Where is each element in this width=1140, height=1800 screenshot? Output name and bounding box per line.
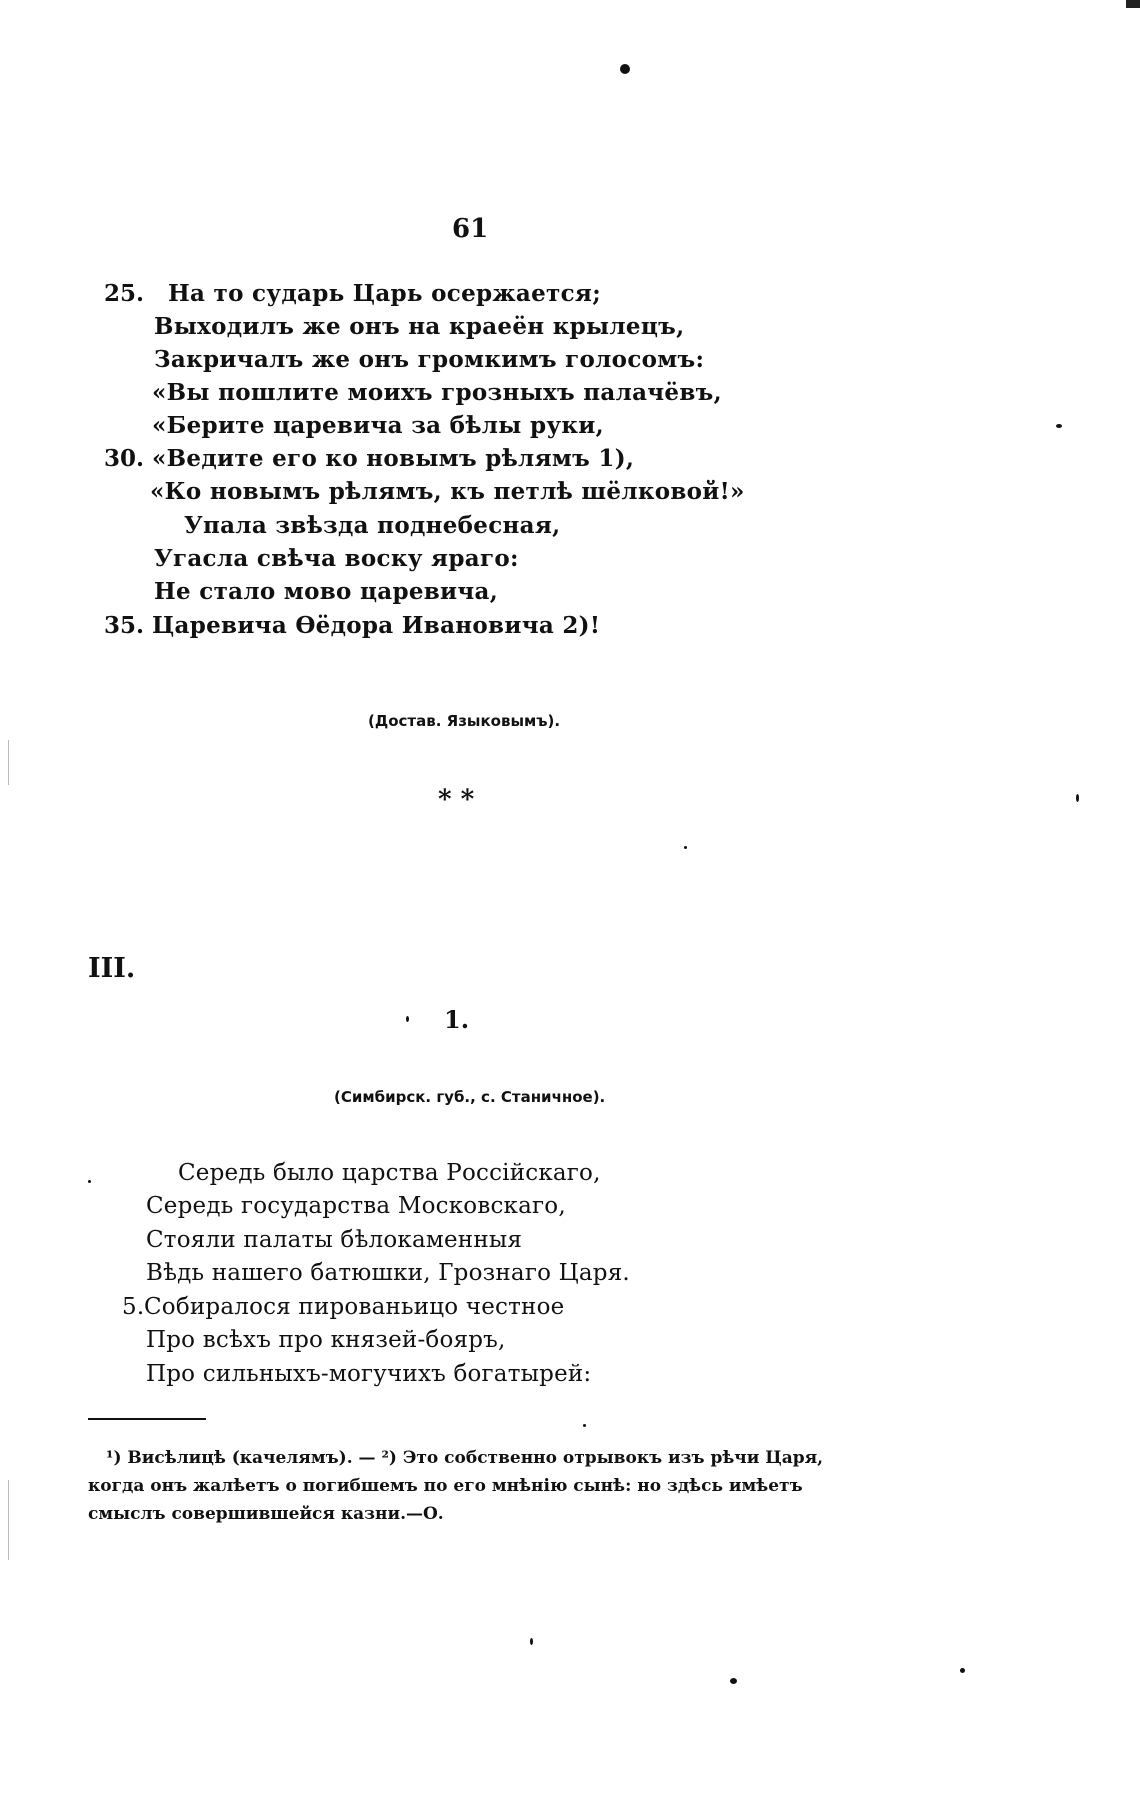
line-number: 30. bbox=[104, 445, 145, 472]
verse-line: «Ко новымъ рѣлямъ, къ петлѣ шёлковой!» bbox=[150, 478, 745, 505]
verse-line: Упала звѣзда поднебесная, bbox=[184, 512, 561, 539]
line-number: 35. bbox=[104, 612, 145, 639]
ink-speck bbox=[583, 1424, 586, 1427]
verse-line: Середь государства Московскаго, bbox=[146, 1193, 566, 1219]
page-number: 61 bbox=[452, 214, 489, 244]
verse-line: «Ведите его ко новымъ рѣлямъ 1), bbox=[152, 445, 635, 472]
ink-speck bbox=[684, 846, 687, 849]
footnote-rule bbox=[88, 1418, 206, 1420]
ink-speck bbox=[406, 1016, 409, 1022]
verse-line: На то сударь Царь осержается; bbox=[168, 280, 601, 307]
song-number: 1. bbox=[444, 1005, 470, 1034]
verse-line: Середь было царства Россійскаго, bbox=[178, 1160, 601, 1186]
verse-line: Вѣдь нашего батюшки, Грознаго Царя. bbox=[146, 1260, 630, 1286]
verse-line: «Вы пошлите моихъ грозныхъ палачёвъ, bbox=[152, 379, 722, 406]
verse-line: Про всѣхъ про князей-бояръ, bbox=[146, 1327, 506, 1353]
ink-speck bbox=[88, 1180, 91, 1183]
source-note-top: (Достав. Языковымъ). bbox=[368, 712, 561, 730]
ink-speck bbox=[1076, 794, 1079, 802]
verse-line: Про сильныхъ-могучихъ богатырей: bbox=[146, 1361, 592, 1387]
ink-speck bbox=[1056, 424, 1062, 428]
source-note-song: (Симбирск. губ., с. Станичное). bbox=[334, 1088, 606, 1106]
footnote-line: смыслъ совершившейся казни.—О. bbox=[88, 1504, 444, 1524]
verse-line: Выходилъ же онъ на краеён крылецъ, bbox=[154, 313, 685, 340]
section-numeral: III. bbox=[88, 953, 136, 984]
verse-line: Угасла свѣча воску яраго: bbox=[154, 545, 519, 572]
ink-speck bbox=[730, 1678, 737, 1684]
line-number: 25. bbox=[104, 280, 145, 307]
ink-speck bbox=[960, 1668, 965, 1673]
footnote-line: ¹) Висѣлицѣ (качелямъ). — ²) Это собственно отрывокъ изъ рѣчи Царя, bbox=[106, 1448, 824, 1468]
footnote-line: когда онъ жалѣетъ о погибшемъ по его мнѣнію сынѣ: но здѣсь имѣетъ bbox=[88, 1476, 803, 1496]
scan-margin-trace bbox=[8, 1480, 9, 1560]
verse-line: Царевича Өёдора Ивановича 2)! bbox=[152, 612, 601, 639]
section-separator: * * bbox=[438, 785, 475, 815]
verse-line: Собиралося пированьицо честное bbox=[144, 1294, 565, 1320]
verse-line: «Берите царевича за бѣлы руки, bbox=[152, 412, 604, 439]
scan-margin-trace bbox=[8, 740, 9, 785]
verse-line: Закричалъ же онъ громкимъ голосомъ: bbox=[154, 346, 705, 373]
ink-speck bbox=[620, 64, 630, 74]
line-number: 5. bbox=[122, 1294, 145, 1320]
verse-line: Не стало мово царевича, bbox=[154, 578, 499, 605]
scan-edge-mark bbox=[1126, 0, 1140, 8]
ink-speck bbox=[530, 1638, 533, 1645]
verse-line: Стояли палаты бѣлокаменныя bbox=[146, 1227, 523, 1253]
